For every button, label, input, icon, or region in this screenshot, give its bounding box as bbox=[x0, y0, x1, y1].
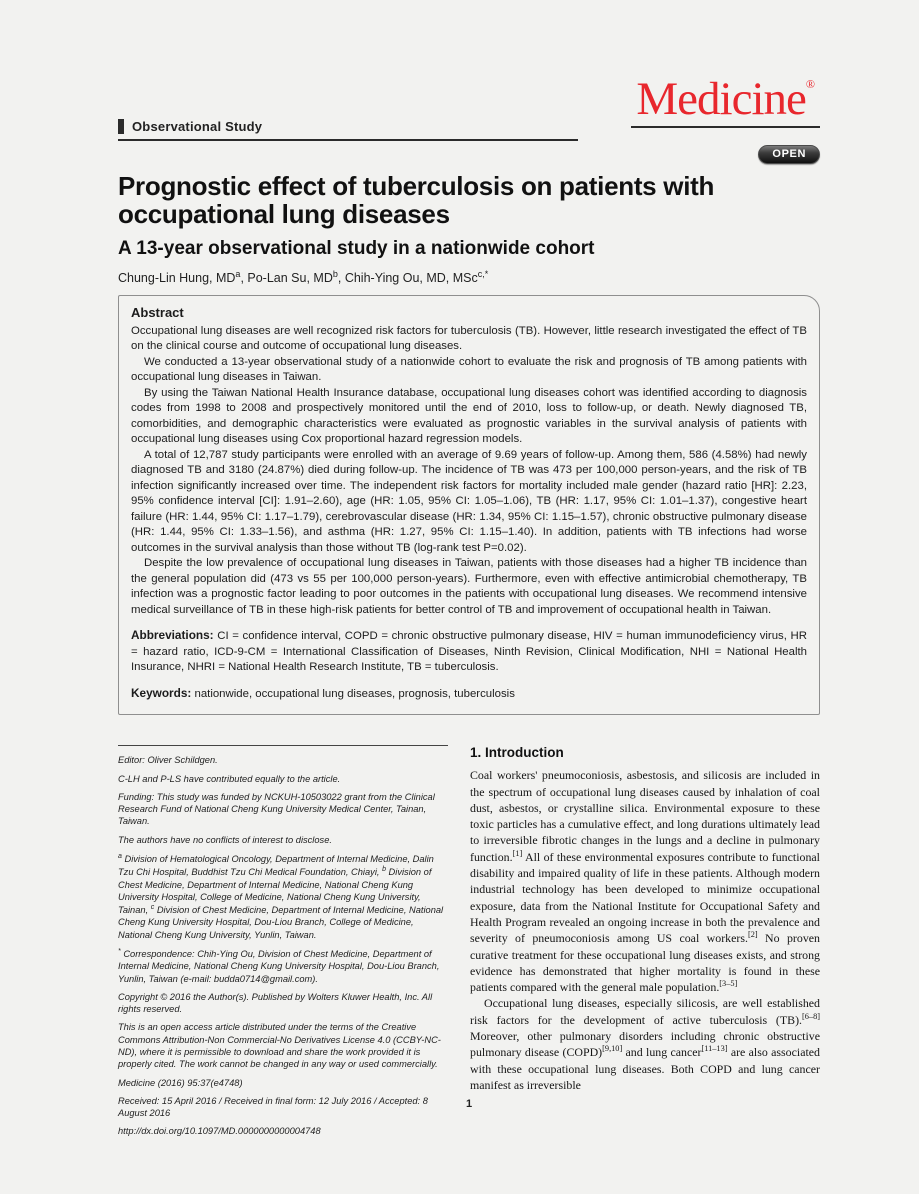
conflicts-note: The authors have no conflicts of interest to disclose. bbox=[118, 834, 332, 845]
author-list bbox=[118, 269, 820, 285]
author: Chih-Ying Ou, MD, MSc$^{c,*}$ bbox=[344, 268, 489, 285]
article-type-label: Observational Study bbox=[118, 119, 262, 134]
page-content bbox=[118, 0, 820, 1144]
abstract-paragraph: We conducted a 13-year observational study of a nationwide cohort to evaluate the risk and prognosis of TB among patients with occupational lung diseases in Taiwan. bbox=[131, 355, 807, 384]
article-type-banner bbox=[118, 118, 262, 136]
received-dates-note: Received: 15 April 2016 / Received in final form: 12 July 2016 / Accepted: 8 August 2016 bbox=[118, 1095, 428, 1119]
registered-trademark-icon: ® bbox=[805, 77, 815, 91]
keywords-label: Keywords: bbox=[131, 685, 192, 700]
abstract-paragraph: Despite the low prevalence of occupational lung diseases in Taiwan, patients with those diseases had a higher TB incidence than the general population did (473 vs 55 per 100,000 person-years). Furthermore, even with effective antimicrobial chemotherapy, TB infection was a prognostic factor leading to poor outcomes in the patients with occupational lung diseases. We recommend intensive medical surveillance of TB in these high-risk patients for better control of TB and improvement of occupational health in Taiwan. bbox=[131, 557, 807, 616]
article-title: Prognostic effect of tuberculosis on patients with occupational lung diseases bbox=[118, 171, 715, 229]
abbreviations-text: CI = confidence interval, COPD = chronic obstructive pulmonary disease, HIV = human immunodeficiency virus, HR = hazard ratio, ICD-9-CM = International Classification of Diseases, Ninth Revision, Clinical Modification, NHI = National Health Insurance, NHRI = National Health Research Institute, TB = tuberculosis. bbox=[131, 630, 807, 674]
introduction-heading: 1. Introduction bbox=[470, 745, 564, 761]
citation-note: Medicine (2016) 95:37(e4748) bbox=[118, 1077, 243, 1088]
doi-link[interactable]: http://dx.doi.org/10.1097/MD.0000000000004748 bbox=[118, 1126, 321, 1137]
abstract-paragraph: By using the Taiwan National Health Insurance database, occupational lung diseases cohort was identified according to diagnosis codes from 1998 to 2008 and prospectively monitored until the end of 2010, loss to follow-up, or death. Newly diagnosed TB, comorbidities, and demographic characteristics were evaluated as prognostic variables in the survival analysis of patients with occupational lung diseases using Cox proportional hazard regression models. bbox=[131, 386, 807, 446]
page-header bbox=[118, 0, 820, 165]
footnotes-column bbox=[118, 745, 448, 1143]
two-column-area bbox=[118, 745, 820, 1143]
keywords bbox=[131, 685, 807, 703]
journal-logo-block bbox=[631, 73, 820, 128]
contribution-note: C-LH and P-LS have contributed equally to the article. bbox=[118, 773, 341, 784]
author-affiliation-mark: c,* bbox=[477, 268, 489, 279]
abstract-paragraph: A total of 12,787 study participants were enrolled with an average of 9.69 years of follow-up. Among them, 586 (4.58%) had newly diagnosed TB and 3180 (24.87%) died during follow-up. The incidence of TB was 473 per 100,000 person-years, and the risk of TB infection significantly increased over time. The independent risk factors for mortality included male gender (hazard ratio [HR]: 2.23, 95% confidence interval [CI]: 1.91–2.60), age (HR: 1.05, 95% CI: 1.05–1.06), TB (HR: 1.17, 95% CI: 1.01–1.37), congestive heart failure (HR: 1.44, 95% CI: 1.17–1.79), cerebrovascular disease (HR: 1.34, 95% CI: 1.15–1.57), chronic obstructive pulmonary disease (HR: 1.44, 95% CI: 1.33–1.56), and asthma (HR: 1.27, 95% CI: 1.15–1.40). In addition, patients with TB infections had worse outcomes in the survival analysis than those without TB (log-rank test P=0.02). bbox=[131, 448, 807, 554]
journal-logo bbox=[636, 73, 815, 125]
journal-name: Medicine bbox=[636, 73, 806, 125]
open-access-badge: OPEN bbox=[758, 145, 820, 164]
keywords-text: nationwide, occupational lung diseases, prognosis, tuberculosis bbox=[194, 687, 515, 700]
author-affiliation-mark: b bbox=[332, 268, 338, 279]
author: Po-Lan Su, $MD^b$, bbox=[247, 268, 345, 285]
copyright-note: Copyright © 2016 the Author(s). Published by Wolters Kluwer Health, Inc. All rights reserved. bbox=[118, 991, 433, 1015]
page-number: 1 bbox=[465, 1098, 473, 1110]
editor-note: Editor: Oliver Schildgen. bbox=[118, 755, 218, 766]
introduction-column bbox=[470, 745, 820, 1093]
abstract-paragraph: Occupational lung diseases are well recognized risk factors for tuberculosis (TB). However, little research investigated the effect of TB on the clinical course and outcome of occupational lung diseases. bbox=[131, 324, 807, 353]
correspondence-note: * Correspondence: Chih-Ying Ou, Division of Chest Medicine, Department of Internal Medicine, National Cheng Kung University Hospital, Dou-Liou Branch, Yunlin, Taiwan (e-mail: budda0714@gmail.com). bbox=[118, 948, 440, 984]
abbreviations-label: Abbreviations: bbox=[131, 628, 214, 643]
abstract-heading: Abstract bbox=[131, 304, 184, 320]
article-type-rule bbox=[118, 139, 578, 141]
abstract-box bbox=[118, 295, 820, 716]
author-affiliation-mark: a bbox=[235, 268, 241, 279]
affiliations-note: $^a$ Division of Hematological Oncology, Department of Internal Medicine, Dalin Tzu Chi Hospital, Buddhist Tzu Chi Medical Foundation, Chiayi, $^b$ Division of Chest Medicine, Department of Internal Medicine, National Cheng Kung University Hospital, College of Medicine, National Cheng Kung University, Tainan, $^c$ Division of Chest Medicine, Department of Internal Medicine, National Cheng Kung University Hospital, Dou-Liou Branch, College of Medicine, National Cheng Kung University, Yunlin, Taiwan. bbox=[118, 852, 444, 940]
abbreviations bbox=[131, 627, 807, 676]
introduction-paragraph: Coal workers' pneumoconiosis, asbestosis, and silicosis are included in the spectrum of occupational lung diseases caused by inhalation of coal dust, asbestos, or crystalline silica. Environmental exposure to these toxic particles has a cumulative effect, and long durations ultimately lead to irreversible fibrotic changes in the lungs and a decline in pulmonary function.[1] All of these environmental exposures contribute to functional disability and impaired quality of life in these patients. Although modern industrial technology has been developed to minimize occupational exposure, data from the National Institute for Occupational Safety and Health Program revealed an ongoing increase in both the prevalence and severity of pneumoconiosis among US coal workers.[2] No proven curative treatment for these occupational lung diseases exists, and strong evidence has demonstrated that higher mortality is found in these patients compared with the general male population.[3–5] bbox=[470, 768, 820, 995]
introduction-paragraph: Occupational lung diseases, especially silicosis, are well established risk factors for the development of active tuberculosis (TB).[6–8] Moreover, other pulmonary disorders including chronic obstructive pulmonary disease (COPD)[9,10] and lung cancer[11–13] are also associated with these occupational lung diseases. Both COPD and lung cancer manifest as irreversible bbox=[470, 996, 821, 1092]
funding-note: Funding: This study was funded by NCKUH-10503022 grant from the Clinical Research Fund of National Cheng Kung University Medical Center, Tainan, Taiwan. bbox=[118, 791, 435, 827]
article-subtitle: A 13-year observational study in a nationwide cohort bbox=[118, 237, 595, 259]
license-note: This is an open access article distributed under the terms of the Creative Commons Attribution-Non Commercial-No Derivatives License 4.0 (CCBY-NC-ND), where it is permissible to download and share the work provided it is properly cited. The work cannot be changed in any way or used commercially. bbox=[118, 1022, 441, 1070]
author: Chung-Lin Hung, $MD^a$, bbox=[118, 268, 248, 285]
